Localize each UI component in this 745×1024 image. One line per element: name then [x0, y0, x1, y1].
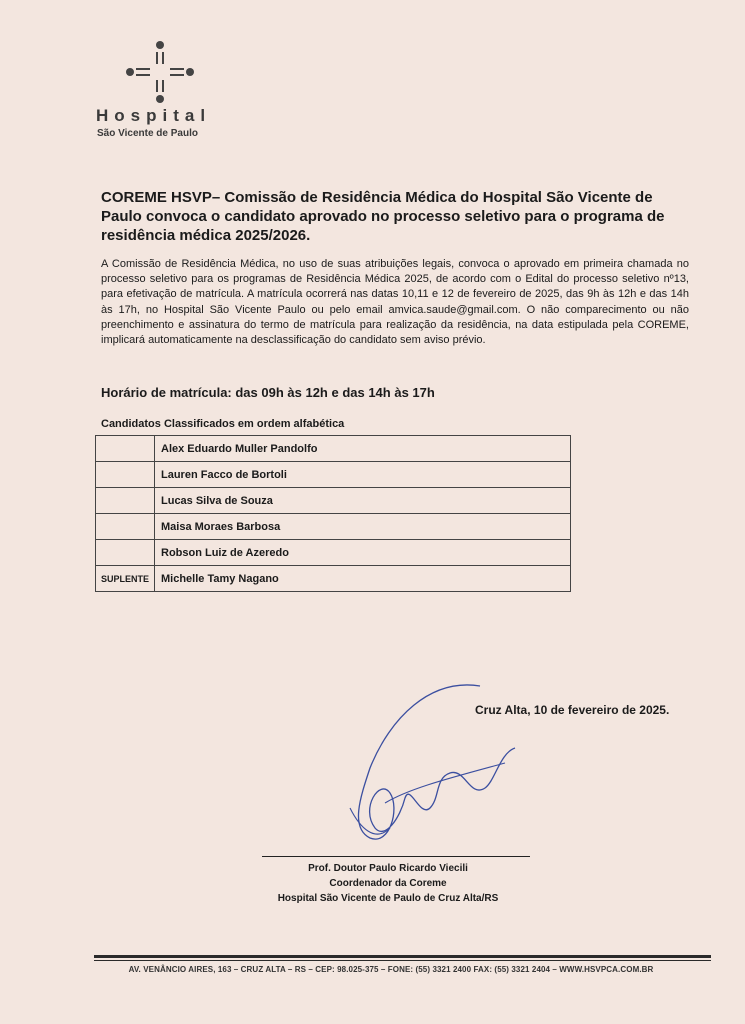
- row-tag: [96, 514, 155, 540]
- candidate-name: Lauren Facco de Bortoli: [155, 462, 571, 488]
- row-tag: [96, 488, 155, 514]
- signer-role: Coordenador da Coreme: [329, 878, 447, 889]
- signature-line: [262, 856, 530, 857]
- candidates-list-title: Candidatos Classificados em ordem alfabética: [101, 418, 345, 430]
- candidate-name: Lucas Silva de Souza: [155, 488, 571, 514]
- table-row: [96, 514, 571, 540]
- enrollment-schedule: Horário de matrícula: das 09h às 12h e das 14h às 17h: [101, 385, 435, 400]
- document-heading: COREME HSVP– Comissão de Residência Médica do Hospital São Vicente de Paulo convoca o candidato aprovado no processo seletivo para o programa de residência médica 2025/2026.: [101, 189, 665, 244]
- row-tag: [96, 540, 155, 566]
- candidates-table: [95, 435, 571, 592]
- candidate-name: Robson Luiz de Azeredo: [155, 540, 571, 566]
- row-tag: [96, 436, 155, 462]
- candidate-name: Maisa Moraes Barbosa: [155, 514, 571, 540]
- signer-name: Prof. Doutor Paulo Ricardo Viecili: [308, 863, 468, 874]
- row-tag: SUPLENTE: [96, 566, 155, 592]
- table-row: [96, 540, 571, 566]
- footer-address: AV. VENÂNCIO AIRES, 163 – CRUZ ALTA – RS – CEP: 98.025-375 – FONE: (55) 3321 2400 FAX: (55) 3321 2404 – WWW.HSVPCA.COM.BR: [128, 965, 654, 974]
- table-row: [96, 436, 571, 462]
- candidate-name: Michelle Tamy Nagano: [155, 566, 571, 592]
- table-row: [96, 566, 571, 592]
- document-date: Cruz Alta, 10 de fevereiro de 2025.: [475, 703, 670, 717]
- body-paragraph: A Comissão de Residência Médica, no uso de suas atribuições legais, convoca o aprovado em primeira chamada no processo seletivo para os programas de Residência Médica 2025, de acordo com o Edital do processo seletivo nº13, para efetivação de matrícula. A matrícula ocorrerá nas datas 10,11 e 12 de fevereiro de 2025, das 9h às 12h e das 14h às 17h, no Hospital São Vicente Paulo ou pelo email amvica.saude@gmail.com. O não comparecimento ou não preenchimento e assinatura do termo de matrícula para realização da residência, na data estipulada pela COREME, implicará automaticamente na desclassificação do candidato sem aviso prévio.: [101, 258, 689, 347]
- signer-block: [262, 861, 514, 906]
- signer-organization: Hospital São Vicente de Paulo de Cruz Alta/RS: [277, 893, 499, 904]
- cross-emblem-icon: [122, 36, 202, 106]
- table-row: [96, 462, 571, 488]
- handwritten-signature: [330, 678, 530, 858]
- logo-subtitle: São Vicente de Paulo: [97, 128, 198, 139]
- footer-divider: [94, 955, 711, 958]
- table-row: [96, 488, 571, 514]
- row-tag: [96, 462, 155, 488]
- footer-divider-thin: [94, 960, 711, 961]
- logo-wordmark: Hospital: [96, 106, 212, 125]
- candidate-name: Alex Eduardo Muller Pandolfo: [155, 436, 571, 462]
- hospital-logo: [96, 36, 236, 140]
